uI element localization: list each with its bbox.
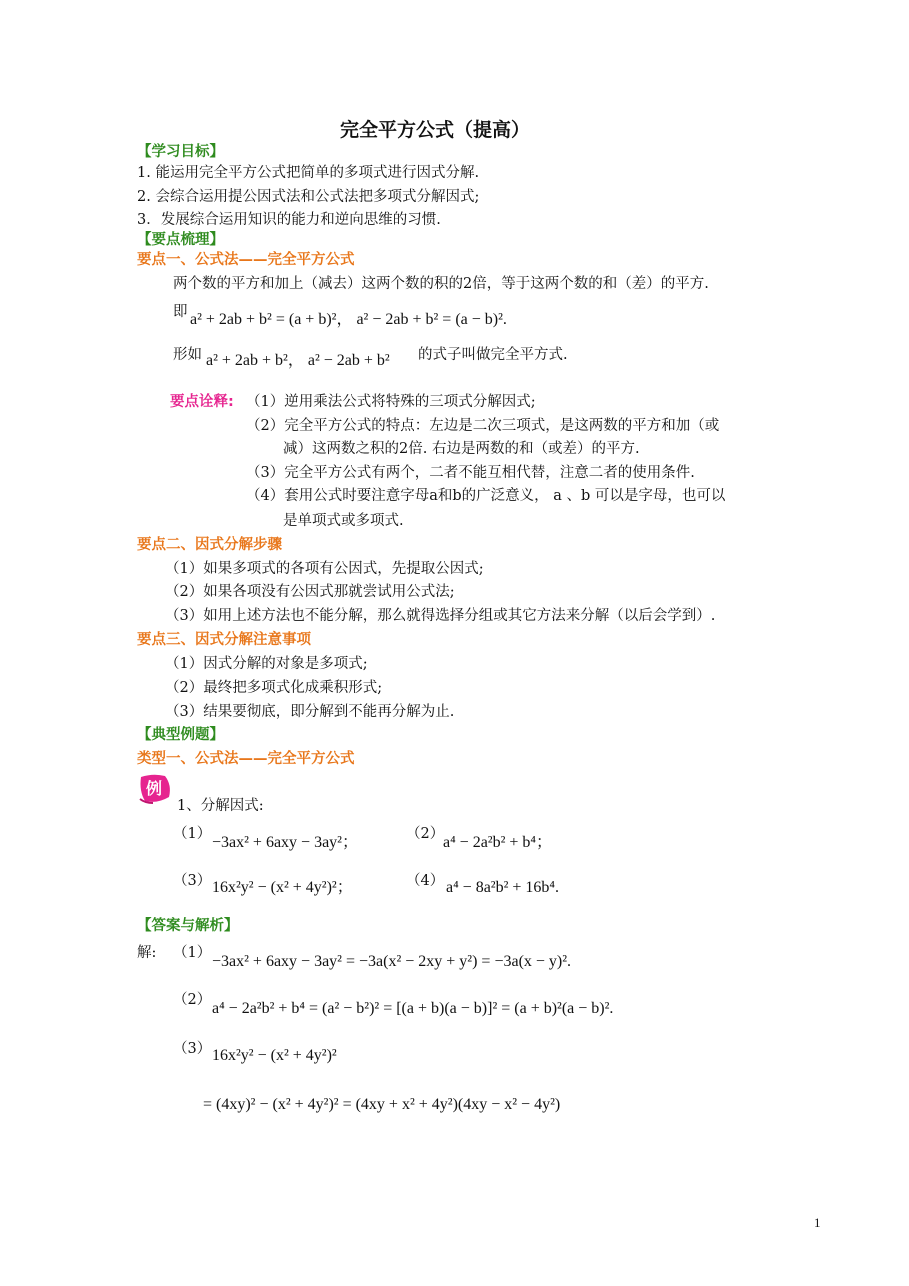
answer-expression: 16x²y² − (x² + 4y²)²: [212, 1047, 337, 1064]
answer-label: （2）: [173, 992, 212, 1008]
example-question: 1、分解因式:: [177, 798, 264, 814]
part-label: （4）: [406, 873, 445, 889]
answer-expression: −3ax² + 6axy − 3ay² = −3a(x² − 2xy + y²) = −3a(x − y)².: [212, 953, 572, 970]
type1-heading: 类型一、公式法——完全平方公式: [137, 751, 355, 767]
answer-heading: 【答案与解析】: [137, 918, 239, 934]
point2-heading: 要点二、因式分解步骤: [137, 537, 282, 553]
formula-perfect-square: a² + 2ab + b² = (a + b)²， a² − 2ab + b² = (a − b)².: [190, 311, 507, 328]
note-item: 是单项式或多项式.: [283, 513, 404, 529]
answer-expression: = (4xy)² − (x² + 4y²)² = (4xy + x² + 4y²)(4xy − x² − 4y²): [203, 1096, 561, 1113]
note-item: 减）这两数之积的2倍. 右边是两数的和（或差）的平方.: [283, 441, 640, 457]
part-expression: −3ax² + 6axy − 3ay²；: [212, 834, 358, 851]
caution-item: （3）结果要彻底，即分解到不能再分解为止.: [165, 704, 455, 720]
goal-item: 1. 能运用完全平方公式把简单的多项式进行因式分解.: [137, 165, 480, 181]
goals-heading: 【学习目标】: [137, 144, 224, 160]
example-badge-label: 例: [145, 779, 163, 798]
label-ji: 即: [173, 304, 188, 320]
step-item: （2）如果各项没有公因式那就尝试用公式法;: [165, 584, 455, 600]
part-expression: a⁴ − 2a²b² + b⁴；: [443, 834, 553, 851]
note-label: 要点诠释:: [170, 394, 234, 410]
point1-heading: 要点一、公式法——完全平方公式: [137, 252, 355, 268]
answer-label: （3）: [173, 1041, 212, 1057]
caution-item: （2）最终把多项式化成乘积形式;: [165, 680, 383, 696]
step-item: （1）如果多项式的各项有公因式，先提取公因式;: [165, 561, 484, 577]
page-number: 1: [814, 1215, 821, 1230]
goal-item: 3．发展综合运用知识的能力和逆向思维的习惯.: [137, 212, 441, 228]
points-heading: 【要点梳理】: [137, 232, 224, 248]
formula-perfect-square-forms: a² + 2ab + b²， a² − 2ab + b²: [206, 352, 390, 369]
part-expression: a⁴ − 8a²b² + 16b⁴.: [446, 879, 559, 896]
point1-definition: 两个数的平方和加上（减去）这两个数的积的2倍，等于这两个数的和（差）的平方.: [173, 276, 709, 292]
example-badge-icon: [137, 773, 173, 805]
part-label: （3）: [173, 873, 212, 889]
page-title: 完全平方公式（提高）: [340, 119, 531, 141]
answer-jie: 解:: [137, 945, 157, 961]
note-item: （4）套用公式时要注意字母a和b的广泛意义， a 、b 可以是字母，也可以: [246, 488, 726, 504]
caution-item: （1）因式分解的对象是多项式;: [165, 656, 368, 672]
part-label: （2）: [406, 826, 445, 842]
answer-label: （1）: [173, 945, 212, 961]
goal-item: 2. 会综合运用提公因式法和公式法把多项式分解因式;: [137, 189, 480, 205]
part-label: （1）: [173, 826, 212, 842]
definition-tail: 的式子叫做完全平方式.: [418, 347, 568, 363]
answer-expression: a⁴ − 2a²b² + b⁴ = (a² − b²)² = [(a + b)(a − b)]² = (a + b)²(a − b)².: [212, 1000, 614, 1017]
note-item: （1）逆用乘法公式将特殊的三项式分解因式;: [246, 394, 536, 410]
point3-heading: 要点三、因式分解注意事项: [137, 632, 311, 648]
note-item: （3）完全平方公式有两个，二者不能互相代替，注意二者的使用条件.: [246, 465, 695, 481]
step-item: （3）如用上述方法也不能分解，那么就得选择分组或其它方法来分解（以后会学到）.: [165, 608, 716, 624]
label-xingru: 形如: [173, 347, 202, 363]
part-expression: 16x²y² − (x² + 4y²)²；: [212, 879, 353, 896]
note-item: （2）完全平方公式的特点：左边是二次三项式，是这两数的平方和加（或: [246, 418, 720, 434]
examples-heading: 【典型例题】: [137, 727, 224, 743]
